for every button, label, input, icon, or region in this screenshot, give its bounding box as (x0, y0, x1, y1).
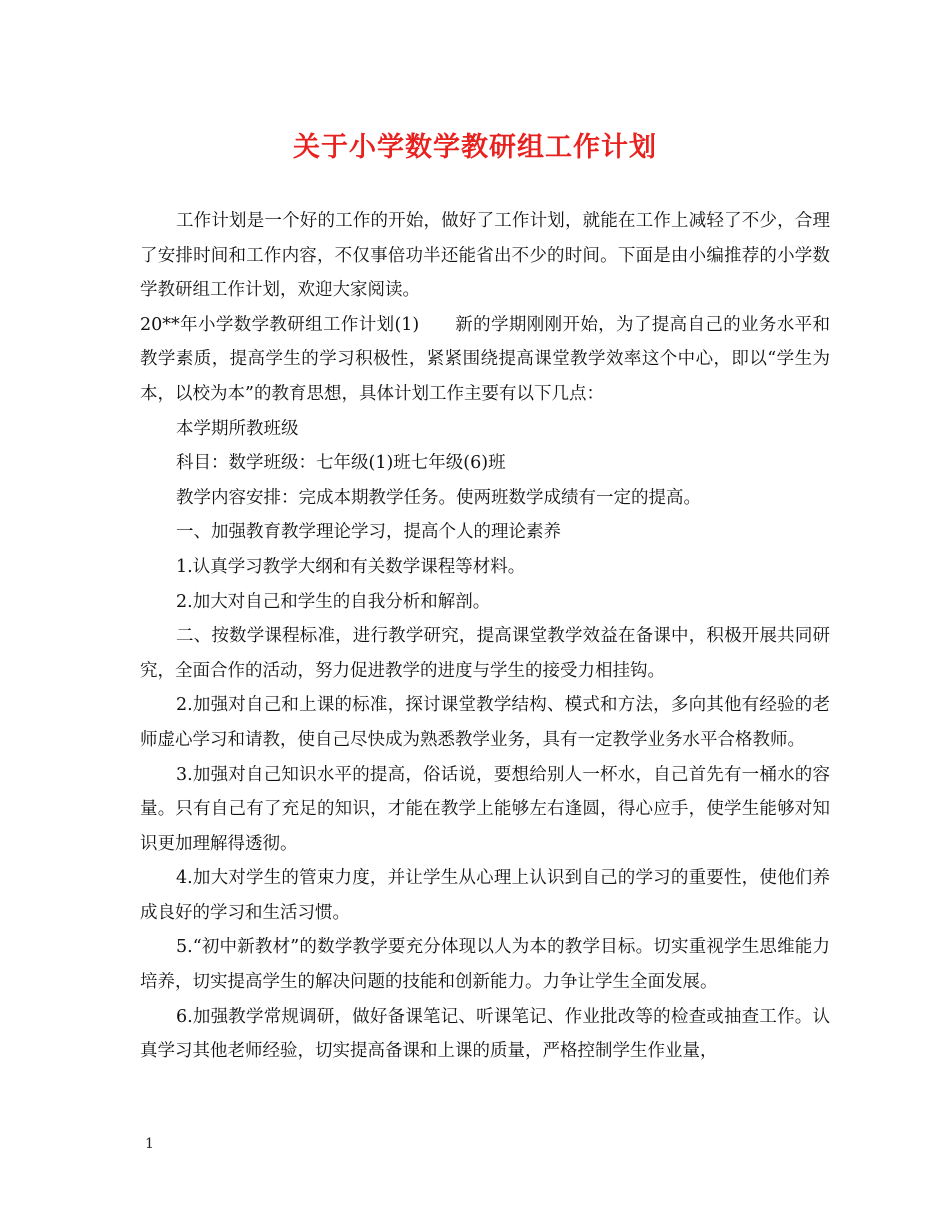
paragraph: 工作计划是一个好的工作的开始，做好了工作计划，就能在工作上减轻了不少，合理了安排时间和工作内容，不仅事倍功半还能省出不少的时间。下面是由小编推荐的小学数学教研组工作计划，欢迎大家阅读。 (140, 211, 830, 301)
document-body (140, 204, 830, 1069)
paragraph: 科目：数学班级：七年级(1)班七年级(6)班 (176, 453, 506, 474)
list-item: 2.加大对自己和学生的自我分析和解剖。 (176, 591, 491, 612)
page-number: 1 (145, 1136, 154, 1152)
section-heading: 一、加强教育教学理论学习，提高个人的理论素养 (176, 522, 561, 543)
list-item: 4.加大对学生的管束力度，并让学生从心理上认识到自己的学习的重要性，使他们养成良好的学习和生活习惯。 (140, 868, 830, 923)
list-item: 2.加强对自己和上课的标准，探讨课堂教学结构、模式和方法，多向其他有经验的老师虚心学习和请教，使自己尽快成为熟悉教学业务，具有一定教学业务水平合格教师。 (140, 695, 830, 750)
document-title: 关于小学数学教研组工作计划 (293, 132, 657, 163)
paragraph: 20**年小学数学教研组工作计划(1) 新的学期刚刚开始，为了提高自己的业务水平和教学素质，提高学生的学习积极性，紧紧围绕提高课堂教学效率这个中心，即以“学生为本，以校为本”的教育思想，具体计划工作主要有以下几点： (140, 314, 830, 404)
list-item: 1.认真学习教学大纲和有关数学课程等材料。 (176, 556, 526, 577)
paragraph: 教学内容安排：完成本期教学任务。使两班数学成绩有一定的提高。 (176, 487, 701, 508)
section-heading: 二、按数学课程标准，进行教学研究，提高课堂教学效益在备课中，积极开展共同研究，全面合作的活动，努力促进教学的进度与学生的接受力相挂钩。 (140, 626, 830, 681)
list-item: 3.加强对自己知识水平的提高，俗话说，要想给别人一杯水，自己首先有一桶水的容量。只有自己有了充足的知识，才能在教学上能够左右逢圆，得心应手，使学生能够对知识更加理解得透彻。 (140, 764, 830, 854)
list-item: 5.“初中新教材”的数学教学要充分体现以人为本的教学目标。切实重视学生思维能力培养，切实提高学生的解决问题的技能和创新能力。力争让学生全面发展。 (140, 937, 830, 993)
list-item: 6.加强教学常规调研，做好备课笔记、听课笔记、作业批改等的检查或抽查工作。认真学习其他老师经验，切实提高备课和上课的质量，严格控制学生作业量， (140, 1006, 830, 1062)
paragraph: 本学期所教班级 (176, 418, 299, 439)
